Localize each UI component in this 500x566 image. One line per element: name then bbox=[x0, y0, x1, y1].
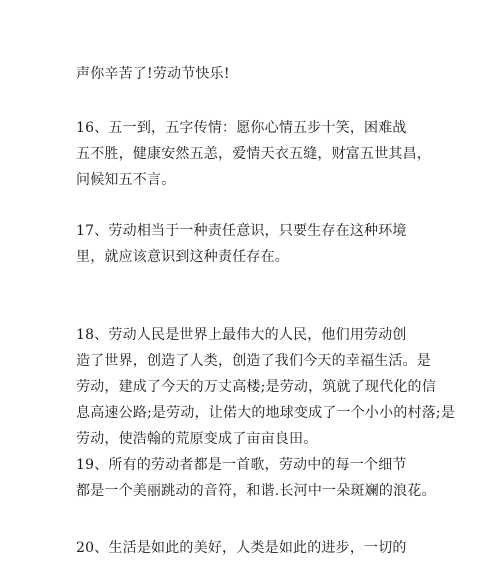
text-line: 20、生活是如此的美好，人类是如此的进步，一切的 bbox=[76, 540, 407, 556]
paragraph-16 bbox=[76, 115, 436, 193]
text-line: 息高速公路;是劳动，让偌大的地球变成了一个小小的村落;是 bbox=[76, 405, 456, 421]
text-line: 劳动，使浩翰的荒原变成了亩亩良田。 bbox=[76, 431, 318, 447]
paragraph-17 bbox=[76, 218, 436, 270]
text-line: 19、所有的劳动者都是一首歌，劳动中的每一个细节 bbox=[76, 457, 407, 473]
text-line: 都是一个美丽跳动的音符，和谐.长河中一朵斑斓的浪花。 bbox=[76, 483, 436, 499]
text-line: 16、五一到，五字传情：愿你心情五步十笑，困难战 bbox=[76, 120, 407, 136]
paragraph-20 bbox=[76, 535, 436, 561]
paragraph-18 bbox=[76, 322, 456, 452]
text-line: 声你辛苦了!劳动节快乐! bbox=[76, 66, 230, 82]
paragraph-closing-greeting bbox=[76, 61, 436, 87]
text-line: 里，就应该意识到这种责任存在。 bbox=[76, 249, 289, 265]
text-line: 五不胜，健康安然五恙，爱情天衣五缝，财富五世其昌， bbox=[76, 146, 431, 162]
text-line: 17、劳动相当于一种责任意识，只要生存在这种环境 bbox=[76, 223, 407, 239]
text-line: 问候知五不言。 bbox=[76, 172, 176, 188]
paragraph-19 bbox=[76, 452, 436, 504]
text-line: 造了世界，创造了人类，创造了我们今天的幸福生活。是 bbox=[76, 353, 431, 369]
text-line: 劳动，建成了今天的万丈高楼;是劳动，筑就了现代化的信 bbox=[76, 379, 436, 395]
text-line: 18、劳动人民是世界上最伟大的人民，他们用劳动创 bbox=[76, 327, 407, 343]
